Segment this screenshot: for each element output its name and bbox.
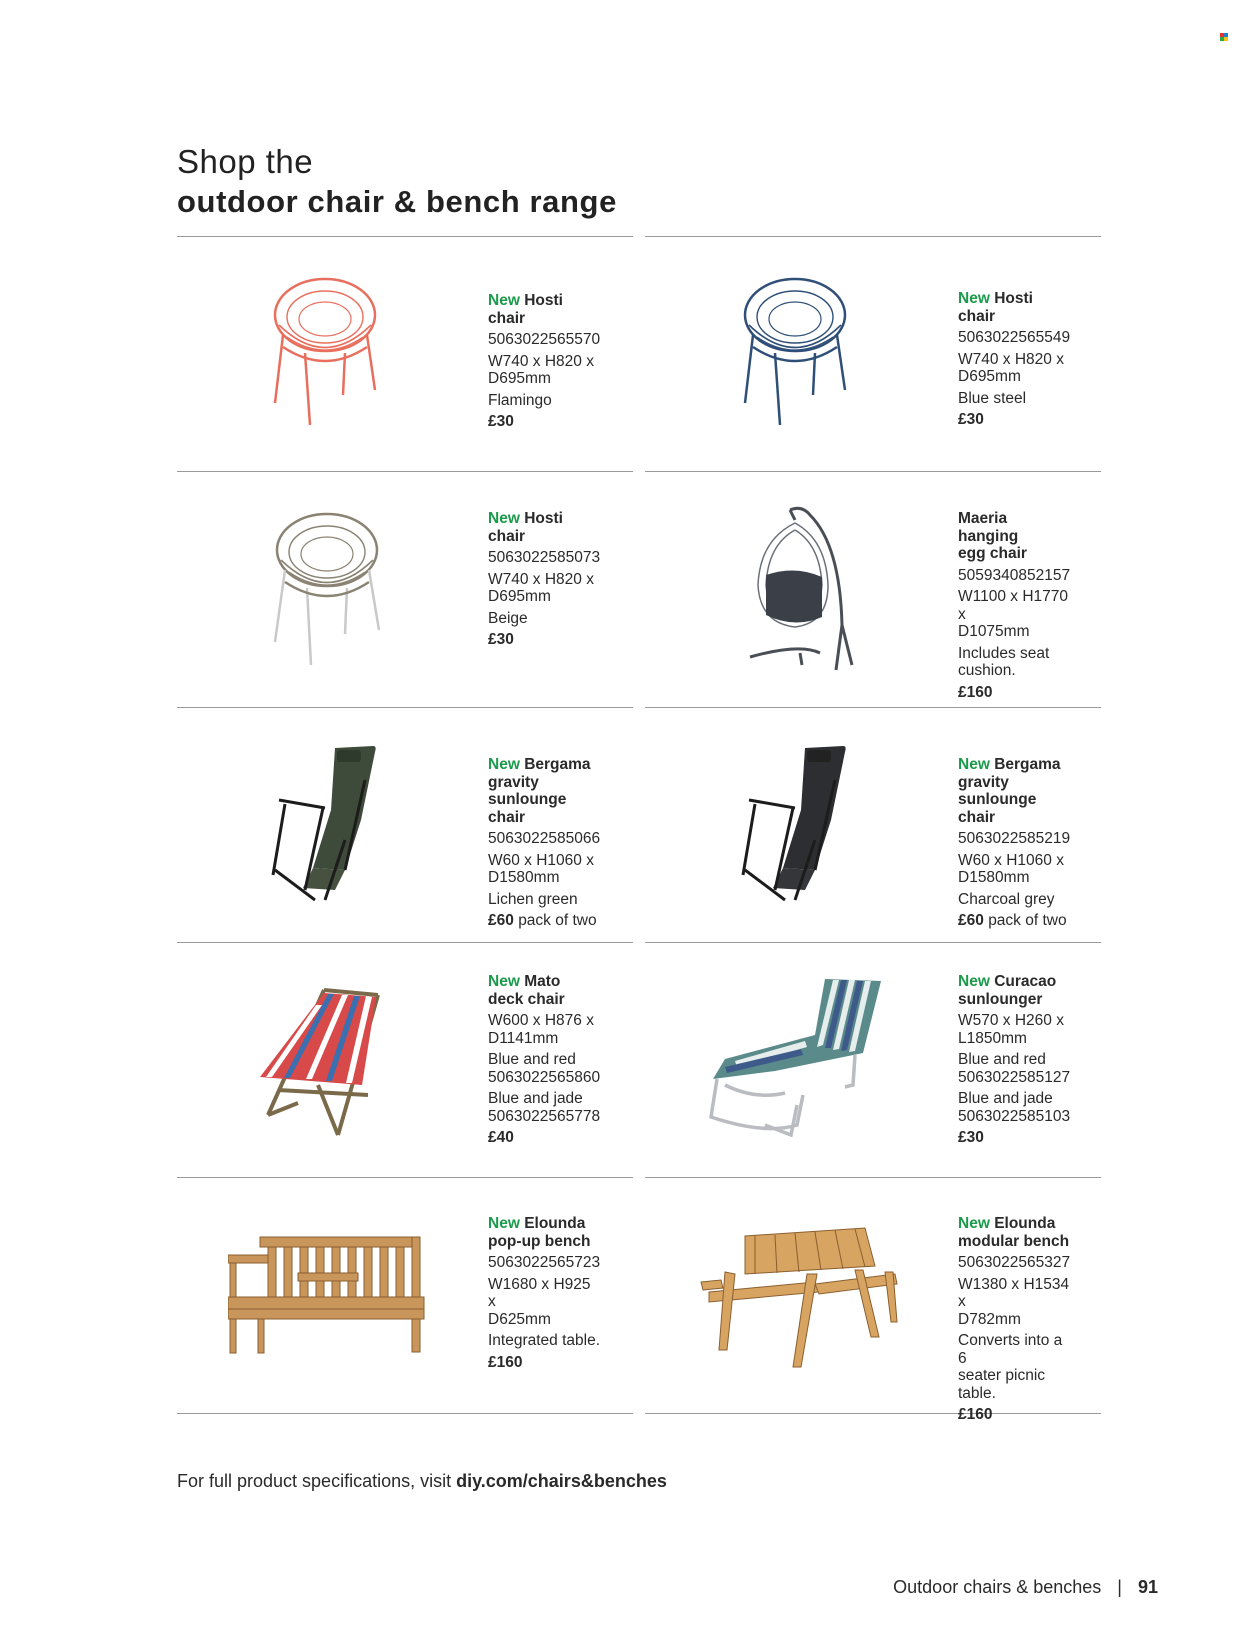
specifications-link[interactable]: diy.com/chairs&benches bbox=[456, 1471, 667, 1491]
product-name: New Elounda pop-up bench bbox=[488, 1215, 591, 1250]
divider bbox=[177, 1413, 633, 1414]
product-variant: Blue and red 5063022585127 bbox=[958, 1051, 1071, 1086]
divider bbox=[177, 1177, 633, 1178]
product-detail: Includes seat cushion. bbox=[958, 644, 1050, 679]
divider bbox=[645, 707, 1101, 708]
divider bbox=[645, 471, 1101, 472]
product-detail: Integrated table. bbox=[488, 1332, 601, 1349]
page-number: 91 bbox=[1137, 1577, 1158, 1597]
divider bbox=[177, 236, 633, 237]
product-name: New Hosti chair bbox=[958, 290, 1033, 325]
product-name: New Hosti chair bbox=[488, 510, 563, 545]
section-name: Outdoor chairs & benches bbox=[893, 1577, 1102, 1597]
product-price: £30 bbox=[958, 1129, 984, 1146]
sunlounger-icon bbox=[705, 975, 890, 1145]
product-price: £60 pack of two bbox=[488, 912, 597, 929]
picnic-table-icon bbox=[695, 1222, 900, 1372]
beige-chair-icon bbox=[267, 510, 387, 670]
product-name: New Bergama gravity sunlounge chair bbox=[488, 756, 591, 826]
product-name: Maeria hanging egg chair bbox=[958, 510, 1027, 562]
page-title-line1: Shop the bbox=[177, 143, 314, 180]
product-price: £30 bbox=[958, 411, 984, 428]
deck-chair-icon bbox=[258, 985, 398, 1140]
product-colour: Charcoal grey bbox=[958, 890, 1055, 908]
product-dimensions: W1680 x H925 x D625mm bbox=[488, 1275, 591, 1328]
product-colour: Beige bbox=[488, 609, 528, 627]
specifications-note-text: For full product specifications, visit bbox=[177, 1471, 457, 1491]
product-name: New Bergama gravity sunlounge chair bbox=[958, 756, 1061, 826]
product-code: 5063022585066 bbox=[488, 830, 601, 847]
product-dimensions: W60 x H1060 x D1580mm bbox=[958, 851, 1064, 886]
green-lounger-icon bbox=[265, 740, 385, 905]
product-price: £60 pack of two bbox=[958, 912, 1067, 929]
divider bbox=[645, 236, 1101, 237]
product-code: 5063022565723 bbox=[488, 1254, 601, 1271]
product-variant: Blue and jade 5063022585103 bbox=[958, 1090, 1071, 1125]
product-price: £30 bbox=[488, 631, 514, 648]
product-detail: Converts into a 6 seater picnic table. bbox=[958, 1332, 1063, 1402]
product-name: New Hosti chair bbox=[488, 292, 563, 327]
product-dimensions: W600 x H876 x D1141mm bbox=[488, 1012, 594, 1047]
footer-separator: | bbox=[1117, 1577, 1122, 1597]
product-colour: Lichen green bbox=[488, 890, 578, 908]
product-name: New Mato deck chair bbox=[488, 973, 565, 1008]
product-name: New Curacao sunlounger bbox=[958, 973, 1057, 1008]
product-price: £30 bbox=[488, 413, 514, 430]
divider bbox=[177, 707, 633, 708]
product-dimensions: W1380 x H1534 x D782mm bbox=[958, 1275, 1070, 1328]
product-colour: Flamingo bbox=[488, 391, 552, 409]
product-code: 5063022565327 bbox=[958, 1254, 1071, 1271]
product-dimensions: W1100 x H1770 x D1075mm bbox=[958, 588, 1068, 640]
specifications-note bbox=[177, 1471, 667, 1492]
page-title bbox=[177, 142, 617, 222]
grey-lounger-icon bbox=[735, 740, 855, 905]
brand-logo-icon bbox=[1220, 33, 1228, 41]
product-dimensions: W740 x H820 x D695mm bbox=[488, 352, 594, 387]
product-code: 5063022565570 bbox=[488, 331, 601, 348]
product-code: 5063022585219 bbox=[958, 830, 1071, 847]
product-code: 5059340852157 bbox=[958, 566, 1071, 584]
egg-chair-icon bbox=[740, 505, 860, 675]
product-price: £160 bbox=[958, 683, 993, 701]
product-code: 5063022565549 bbox=[958, 329, 1071, 346]
divider bbox=[177, 942, 633, 943]
flamingo-chair-icon bbox=[265, 275, 385, 430]
product-variant: Blue and red 5063022565860 bbox=[488, 1051, 601, 1086]
page-footer bbox=[893, 1577, 1158, 1598]
product-price: £160 bbox=[488, 1353, 523, 1371]
divider bbox=[645, 1177, 1101, 1178]
page-title-line2: outdoor chair & bench range bbox=[177, 184, 617, 219]
product-dimensions: W740 x H820 x D695mm bbox=[488, 570, 594, 605]
product-code: 5063022585073 bbox=[488, 549, 601, 566]
product-colour: Blue steel bbox=[958, 389, 1027, 407]
product-price: £40 bbox=[488, 1129, 514, 1146]
product-name: New Elounda modular bench bbox=[958, 1215, 1070, 1250]
divider bbox=[177, 471, 633, 472]
product-price: £160 bbox=[958, 1406, 993, 1423]
blue-chair-icon bbox=[735, 275, 855, 430]
product-dimensions: W570 x H260 x L1850mm bbox=[958, 1012, 1064, 1047]
product-dimensions: W60 x H1060 x D1580mm bbox=[488, 851, 594, 886]
divider bbox=[645, 942, 1101, 943]
bench-icon bbox=[228, 1235, 428, 1355]
product-variant: Blue and jade 5063022565778 bbox=[488, 1090, 601, 1125]
product-dimensions: W740 x H820 x D695mm bbox=[958, 350, 1064, 385]
